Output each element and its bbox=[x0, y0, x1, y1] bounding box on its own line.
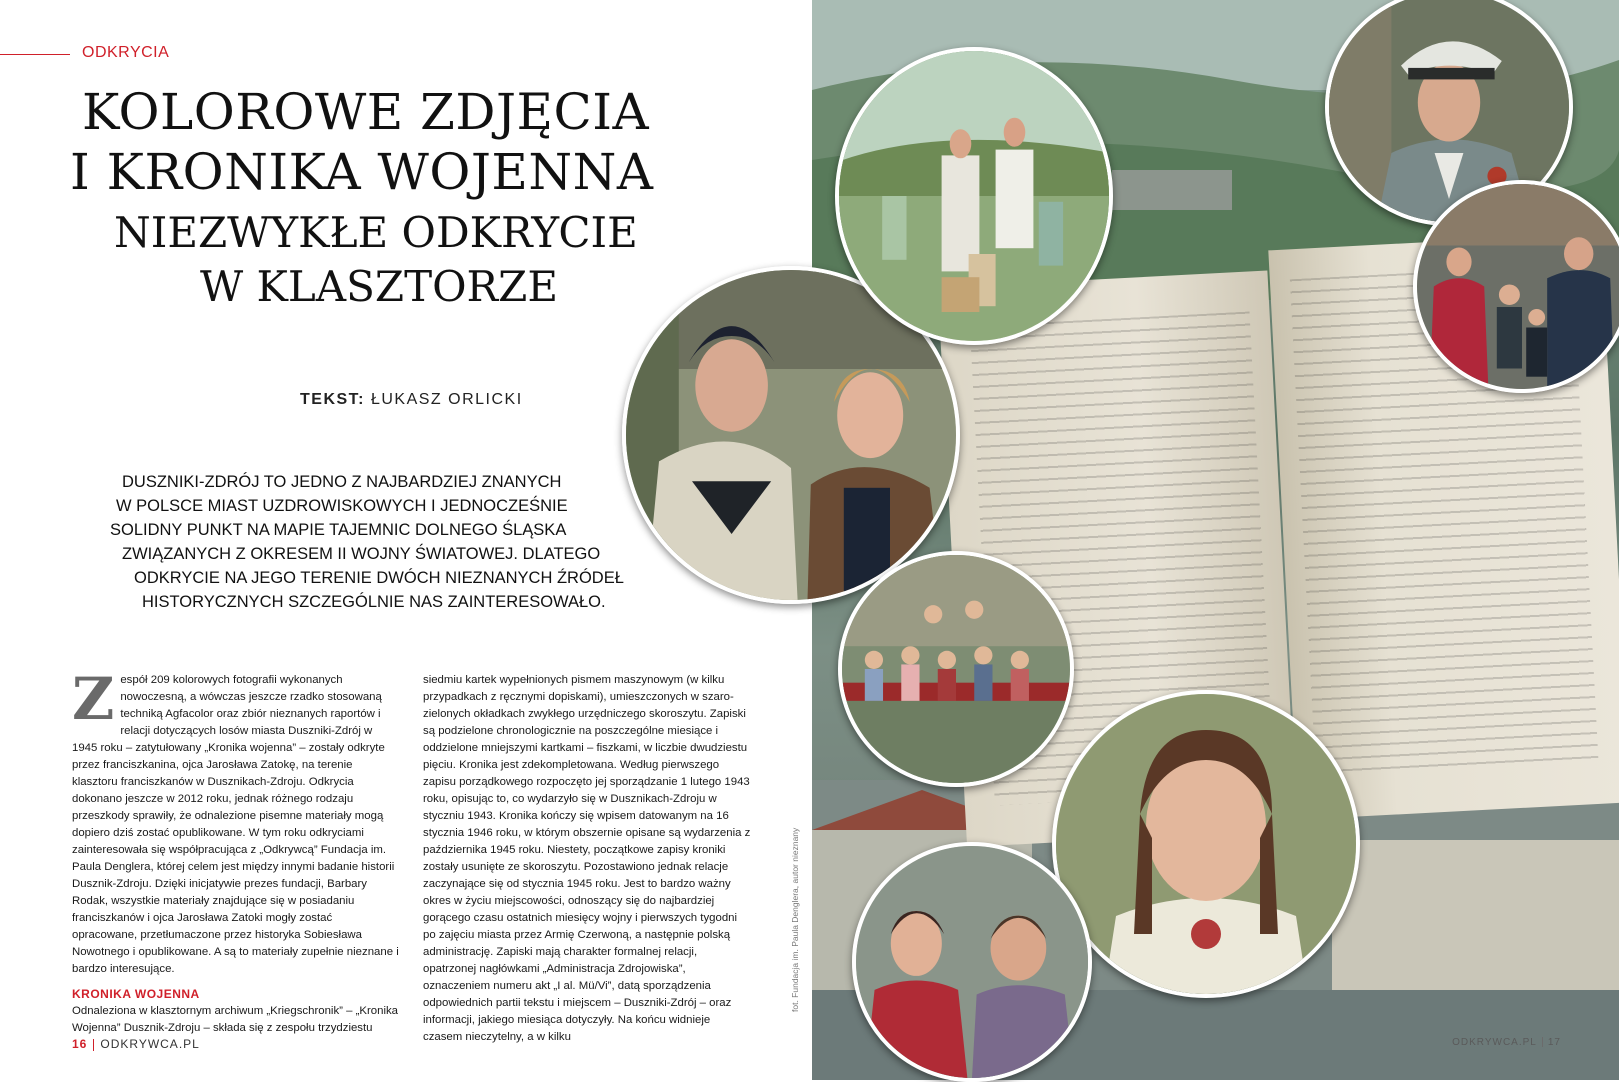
family-photo bbox=[835, 47, 1113, 345]
folio-right bbox=[1452, 1037, 1561, 1048]
folio-divider bbox=[93, 1039, 94, 1051]
folio-divider-right bbox=[1542, 1037, 1543, 1047]
lead-paragraph bbox=[110, 470, 630, 614]
children-group-photo bbox=[838, 551, 1074, 787]
body-text: Odnaleziona w klasztornym archiwum „Kriegschronik” – „Kronika Wojenna” Dusznik-Zdroju – składa się z zespołu trzydziestu bbox=[72, 1005, 399, 1034]
byline-author: ŁUKASZ ORLICKI bbox=[370, 391, 523, 408]
subheading: KRONIKA WOJENNA bbox=[72, 987, 200, 1001]
folio-site: ODKRYWCA.PL bbox=[100, 1037, 200, 1051]
lead-line: HISTORYCZNYCH SZCZEGÓLNIE NAS ZAINTERESOWAŁO. bbox=[142, 593, 606, 611]
byline-label: TEKST: bbox=[300, 391, 365, 408]
couple-with-children-photo bbox=[1413, 180, 1619, 393]
title-line-1: KOLOROWE ZDJĘCIA bbox=[82, 83, 650, 141]
body-column-1 bbox=[72, 665, 400, 1037]
body-text: siedmiu kartek wypełnionych pismem maszynowym (w kilku przypadkach z ręcznymi dopiskami), umieszczonych w szaro-zielonych okładkach zwykłego urzędniczego skoroszytu. Zapiski są podzielone chronologicznie na poszczególne miesiące i oddzielone mniejszymi kartkami – fiszkami, w liczbie dwudziestu pięciu. Kronika jest zdekompletowana. Według pierwszego zapisu porządkowego rozpoczęto jej sporządzanie 1 lutego 1943 roku, opisując to, co wydarzyło się w Dusznikach-Zdroju w styczniu 1943. Kronika kończy się wpisem datowanym na 16 stycznia 1946 roku, w którym obszernie opisane są wydarzenia z października 1945 roku. Niestety, początkowe zapisy kroniki zostały usunięte ze skoroszytu. Pozostawiono jednak relacje zaczynające się od stycznia 1945 roku. Jest to bardzo ważny okres w życiu miejscowości, odnoszący się do najbardziej gorącego czasu ostatnich miesięcy wojny i pierwszych tygodni po zajęciu miasta przez Armię Czerwoną, a następnie polską administrację. Zapiski mają charakter formalnej relacji, opatrzonej nagłówkami „Administracja Zdrojowiska”, oznaczeniem numeru akt „I al. Mü/Vi”, datą sporządzenia odpowiednich partii tekstu i miejscem – Duszniki-Zdrój – oraz informacji, jakiego miesiąca dotyczyły. Na końcu widnieje czasem nieczytelny, a w kilku bbox=[423, 674, 751, 1043]
lead-line: ZWIĄZANYCH Z OKRESEM II WOJNY ŚWIATOWEJ. DLATEGO bbox=[122, 545, 601, 563]
section-rule bbox=[0, 54, 70, 55]
page-number-right: 17 bbox=[1547, 1037, 1561, 1048]
section-label: ODKRYCIA bbox=[82, 44, 170, 61]
title-line-2: I KRONIKA WOJENNA bbox=[70, 143, 654, 201]
drop-cap: Z bbox=[72, 665, 115, 733]
lead-line: SOLIDNY PUNKT NA MAPIE TAJEMNIC DOLNEGO ŚLĄSKA bbox=[110, 521, 567, 539]
folio-site-right: ODKRYWCA.PL bbox=[1452, 1037, 1537, 1048]
byline bbox=[300, 391, 523, 409]
lead-line: ODKRYCIE NA JEGO TERENIE DWÓCH NIEZNANYCH ŹRÓDEŁ bbox=[134, 569, 624, 587]
article-title bbox=[70, 82, 710, 314]
title-line-3: NIEZWYKŁE ODKRYCIE bbox=[114, 208, 638, 257]
body-column-2 bbox=[423, 672, 751, 1046]
girl-portrait-photo bbox=[1052, 690, 1360, 998]
photo-credit: fot. Fundacja im. Paula Denglera, autor nieznany bbox=[790, 827, 800, 1012]
folio-left bbox=[72, 1037, 200, 1051]
two-women-photo bbox=[852, 842, 1092, 1082]
page-number: 16 bbox=[72, 1037, 88, 1051]
body-text: espół 209 kolorowych fotografii wykonanych nowoczesną, a wówczas jeszcze rzadko stosowaną techniką Agfacolor oraz zbiór nieznanych raportów i relacji dotyczących losów miasta Duszniki-Zdrój w 1945 roku – zatytułowany „Kronika wojenna” – zostały odkryte przez franciszkanina, ojca Jarosława Zatokę, na terenie klasztoru franciszkanów w Dusznikach-Zdroju. Odkrycia dokonano jeszcze w 2012 roku, jednak różnego rodzaju przeszkody sprawiły, że odnalezione pisemne materiały mogą dopiero dziś zostać opublikowane. W tym roku odkryciami zainteresowała się współpracująca z „Odkrywcą” Fundacja im. Paula Denglera, której celem jest między innymi badanie historii Dusznik-Zdroju. Dzięki inicjatywie prezes fundacji, Barbary Rodak, wszystkie materiały znajdujące się w posiadaniu franciszkanów i ojca Jarosława Zatoki mogły zostać opracowane, przetłumaczone przez historyka Sobiesława Nowotnego i opublikowane. A są to materiały zupełnie nieznane i bardzo interesujące. bbox=[72, 674, 399, 975]
lead-line: W POLSCE MIAST UZDROWISKOWYCH I JEDNOCZEŚNIE bbox=[116, 497, 568, 515]
title-line-4: W KLASZTORZE bbox=[200, 262, 558, 311]
lead-line: DUSZNIKI-ZDRÓJ TO JEDNO Z NAJBARDZIEJ ZNANYCH bbox=[122, 473, 562, 491]
